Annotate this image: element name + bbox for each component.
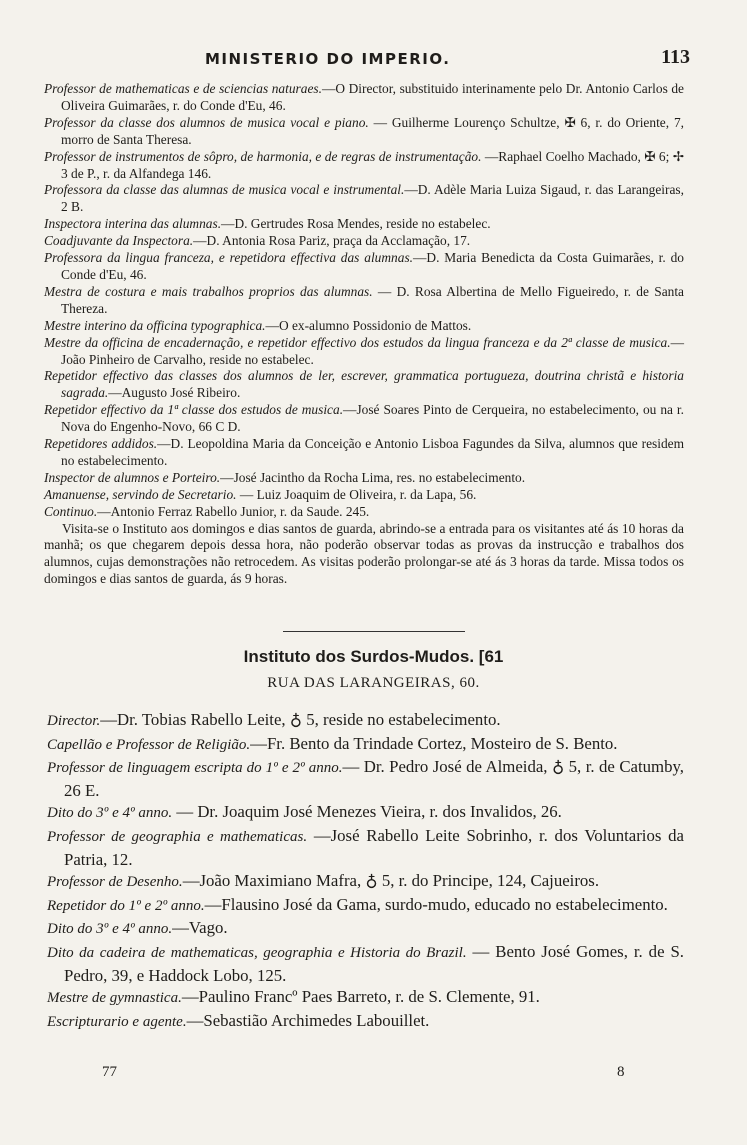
staff-entry (47, 870, 684, 894)
institute-address: RUA DAS LARANGEIRAS, 60. (267, 675, 480, 691)
institute-heading: Instituto dos Surdos-Mudos. [61 (243, 647, 504, 666)
entry-role: Dito do 3º e 4º anno. (47, 921, 173, 938)
staff-entry (44, 81, 684, 115)
entry-role: Mestre de gymnastica. (47, 990, 182, 1007)
entry-role: Amanuense, servindo de Secretario. (44, 486, 237, 502)
entry-role: Mestre interino da officina typographica. (44, 317, 266, 333)
entry-text: — Bento José Gomes, r. de S. Pedro, 39, e Haddock Lobo, 125. (64, 941, 684, 985)
entry-role: Professora da lingua franceza, e repetidora effectiva das alumnas. (44, 250, 414, 266)
staff-entry (47, 986, 684, 1010)
page-number: 113 (661, 46, 690, 68)
staff-entry (44, 335, 684, 369)
entry-text: —Fr. Bento da Trindade Cortez, Mosteiro de S. Bento. (250, 733, 618, 753)
entry-text: —D. Adèle Maria Luiza Sigaud, r. das Larangeiras, 2 B. (61, 182, 684, 215)
entry-role: Repetidores addidos. (44, 436, 158, 452)
staff-entry (44, 182, 684, 216)
staff-entry (44, 250, 684, 284)
section-surdos-cegos-staff (44, 81, 684, 588)
entry-role: Professor da classe dos alumnos de musica vocal e piano. (44, 114, 369, 130)
entry-text: — Dr. Pedro José de Almeida, ♁ 5, r. de Catumby, 26 E. (64, 757, 684, 800)
entry-role: Professora da classe das alumnas de musica vocal e instrumental. (44, 182, 405, 198)
entry-text: —O Director, substituido interinamente pelo Dr. Antonio Carlos de Oliveira Guimarães, r. do Conde d'Eu, 46. (61, 81, 684, 113)
signature-mark-right: 8 (617, 1064, 625, 1080)
page-footer (0, 1064, 747, 1084)
entry-text: — Guilherme Lourenço Schultze, ✠ 6, r. do Oriente, 7, morro de Santa Theresa. (61, 114, 684, 147)
staff-entry (44, 318, 684, 335)
entry-text: —Vago. (172, 918, 228, 938)
staff-entry (47, 801, 684, 825)
signature-mark-left: 77 (102, 1064, 117, 1080)
section-divider (283, 631, 465, 632)
section-surdos-mudos-staff (47, 709, 684, 1033)
staff-entry (44, 233, 684, 250)
entry-text: —D. Gertrudes Rosa Mendes, reside no estabelec. (221, 216, 491, 232)
entry-role: Mestra de costura e mais trabalhos proprios das alumnas. (44, 283, 373, 299)
entry-text: —Paulino Francº Paes Barreto, r. de S. Clemente, 91. (181, 987, 540, 1007)
staff-entry (47, 756, 684, 801)
entry-text: —Flausino José da Gama, surdo-mudo, educado no estabelecimento. (204, 894, 668, 914)
entry-role: Repetidor do 1º e 2º anno. (47, 897, 205, 914)
staff-entry (47, 733, 684, 757)
entry-text: —Augusto José Ribeiro. (108, 385, 241, 401)
staff-entry (47, 941, 684, 986)
entry-role: Inspector de alumnos e Porteiro. (44, 469, 221, 485)
staff-entry (44, 402, 684, 436)
staff-entry (44, 487, 684, 504)
entry-text: —João Maximiano Mafra, ♁ 5, r. do Principe, 124, Cajueiros. (182, 871, 600, 891)
entry-text: — Dr. Joaquim José Menezes Vieira, r. dos Invalidos, 26. (172, 802, 562, 822)
entry-role: Dito da cadeira de mathematicas, geographia e Historia do Brazil. (47, 944, 467, 961)
page-header (40, 46, 690, 76)
entry-role: Professor de instrumentos de sôpro, de harmonia, e de regras de instrumentação. (44, 148, 482, 164)
entry-text: —José Soares Pinto de Cerqueira, no estabelecimento, ou na r. Nova do Engenho-Novo, 66 C D. (61, 402, 684, 435)
entry-role: Inspectora interina das alumnas. (44, 216, 222, 232)
entry-text: —Dr. Tobias Rabello Leite, ♁ 5, reside no estabelecimento. (100, 710, 501, 729)
staff-entry (44, 149, 684, 183)
visiting-hours-note: Visita-se o Instituto aos domingos e dias santos de guarda, abrindo-se a entrada para os visitantes até ás 10 horas da manhã; os que chegarem depois dessa hora, não poderão observar todas as provas da instrucção e trabalhos dos alumnos, cujas demonstrações não retrocedem. As visitas poderão prolongar-se até ás 3 horas da tarde. Missa todos os domingos e dias santos de guarda, ás 9 horas. (44, 520, 684, 587)
entry-role: Continuo. (44, 503, 98, 519)
entry-role: Mestre da officina de encadernação, e repetidor effectivo dos estudos da lingua franceza e da 2ª classe de musica. (44, 334, 671, 350)
staff-entry (44, 436, 684, 470)
running-title: MINISTERIO DO IMPERIO. (205, 50, 451, 68)
entry-role: Professor de mathematicas e de sciencias naturaes. (44, 81, 322, 96)
staff-entry (44, 115, 684, 149)
entry-text: —O ex-alumno Possidonio de Mattos. (265, 317, 472, 333)
entry-role: Repetidor effectivo das classes dos alumnos de ler, escrever, grammatica portugueza, doutrina christã e historia sagrada. (44, 368, 684, 401)
entry-text: —José Rabello Leite Sobrinho, r. dos Voluntarios da Patria, 12. (64, 825, 684, 869)
entry-role: Coadjuvante da Inspectora. (44, 233, 194, 249)
staff-entry (47, 894, 684, 918)
entry-text: —Antonio Ferraz Rabello Junior, r. da Saude. 245. (97, 503, 370, 519)
staff-entry (44, 216, 684, 233)
entry-text: — Luiz Joaquim de Oliveira, r. da Lapa, 56. (236, 486, 477, 502)
entry-text: —José Jacintho da Rocha Lima, res. no estabelecimento. (220, 469, 526, 485)
entry-role: Professor de linguagem escripta do 1º e 2º anno. (47, 760, 343, 777)
staff-entry (44, 470, 684, 487)
staff-entry (44, 284, 684, 318)
staff-entry (47, 1010, 684, 1034)
staff-entry (44, 368, 684, 402)
entry-role: Director. (47, 713, 101, 729)
entry-text: —Sebastião Archimedes Labouillet. (186, 1010, 430, 1030)
entry-text: — D. Rosa Albertina de Mello Figueiredo, r. de Santa Thereza. (61, 283, 684, 316)
entry-text: —Raphael Coelho Machado, ✠ 6; ✢ 3 de P., r. da Alfandega 146. (61, 148, 684, 181)
entry-text: —D. Leopoldina Maria da Conceição e Antonio Lisboa Fagundes da Silva, alumnos que residem no estabelecimento. (61, 436, 684, 468)
entry-role: Capellão e Professor de Religião. (47, 736, 251, 753)
entry-role: Repetidor effectivo da 1ª classe dos estudos de musica. (44, 402, 344, 418)
entry-text: —D. Maria Benedicta da Costa Guimarães, r. do Conde d'Eu, 46. (61, 250, 684, 282)
staff-entry (47, 709, 684, 733)
staff-entry (44, 504, 684, 521)
entry-role: Escripturario e agente. (47, 1013, 187, 1030)
entry-text: —João Pinheiro de Carvalho, reside no estabelec. (61, 334, 684, 367)
staff-entry (47, 825, 684, 870)
entry-role: Professor de geographia e mathematicas. (47, 828, 308, 845)
entry-text: —D. Antonia Rosa Pariz, praça da Acclamação, 17. (193, 233, 471, 249)
staff-entry (47, 917, 684, 941)
entry-role: Professor de Desenho. (47, 874, 183, 891)
entry-role: Dito do 3º e 4º anno. (47, 805, 173, 822)
